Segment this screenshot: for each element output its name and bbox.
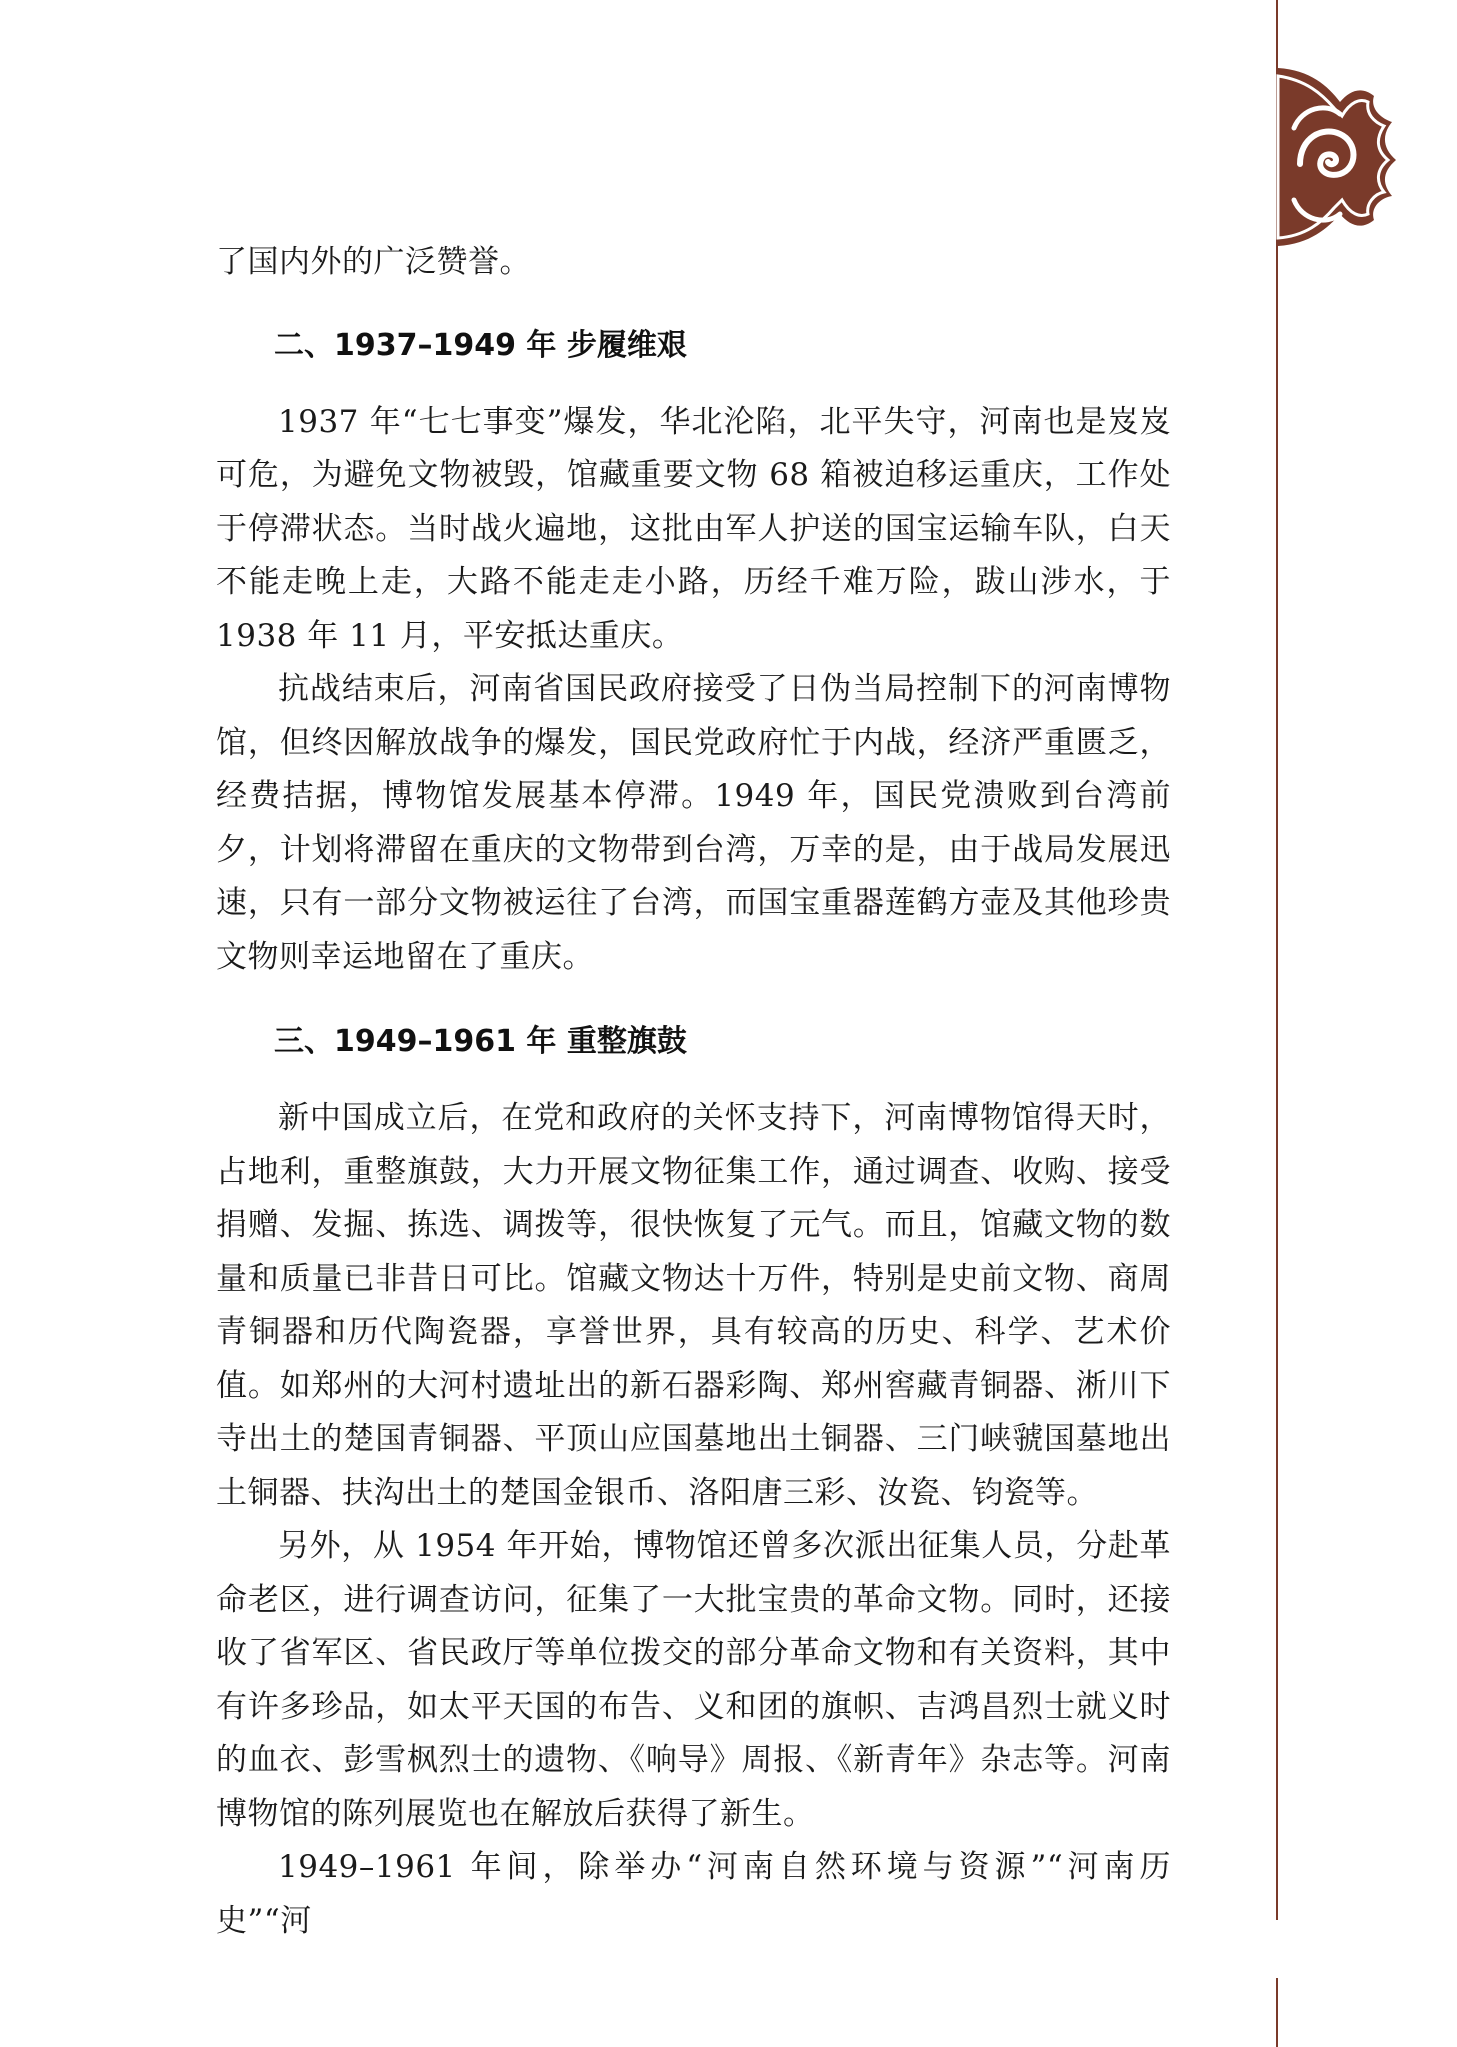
paragraph: 抗战结束后，河南省国民政府接受了日伪当局控制下的河南博物馆，但终因解放战争的爆发，国民党政府忙于内战，经济严重匮乏，经费拮据，博物馆发展基本停滞。1949 年，国民党溃败到台湾前夕，计划将滞留在重庆的文物带到台湾，万幸的是，由于战局发展迅速，只有一部分文物被运往了台湾，而国宝重器莲鹤方壶及其他珍贵文物则幸运地留在了重庆。 (216, 671, 1171, 975)
opening-line: 了国内外的广泛赞誉。 (216, 244, 531, 280)
margin-rule-top (1276, 0, 1278, 1920)
paragraph: 新中国成立后，在党和政府的关怀支持下，河南博物馆得天时，占地利，重整旗鼓，大力开展文物征集工作，通过调查、收购、接受捐赠、发掘、拣选、调拨等，很快恢复了元气。而且，馆藏文物的数量和质量已非昔日可比。馆藏文物达十万件，特别是史前文物、商周青铜器和历代陶瓷器，享誉世界，具有较高的历史、科学、艺术价值。如郑州的大河村遗址出的新石器彩陶、郑州窖藏青铜器、淅川下寺出土的楚国青铜器、平顶山应国墓地出土铜器、三门峡虢国墓地出土铜器、扶沟出土的楚国金银币、洛阳唐三彩、汝瓷、钧瓷等。 (216, 1100, 1171, 1511)
body-text (216, 236, 1171, 1948)
section-heading-1949-1961: 三、1949–1961 年 重整旗鼓 (274, 1024, 687, 1059)
paragraph: 1937 年“七七事变”爆发，华北沦陷，北平失守，河南也是岌岌可危，为避免文物被毁，馆藏重要文物 68 箱被迫移运重庆，工作处于停滞状态。当时战火遍地，这批由军人护送的国宝运输车队，白天不能走晚上走，大路不能走走小路，历经千难万险，跋山涉水，于 1938 年 11 月，平安抵达重庆。 (216, 403, 1171, 654)
margin-rule-bottom (1276, 1978, 1278, 2047)
paragraph: 另外，从 1954 年开始，博物馆还曾多次派出征集人员，分赴革命老区，进行调查访问，征集了一大批宝贵的革命文物。同时，还接收了省军区、省民政厅等单位拨交的部分革命文物和有关资料，其中有许多珍品，如太平天国的布告、义和团的旗帜、吉鸿昌烈士就义时的血衣、彭雪枫烈士的遗物、《响导》周报、《新青年》杂志等。河南博物馆的陈列展览也在解放后获得了新生。 (216, 1528, 1171, 1832)
cloud-scroll-icon (1270, 68, 1400, 246)
paragraph: 1949–1961 年间，除举办“河南自然环境与资源”“河南历史”“河 (216, 1849, 1171, 1939)
section-heading-1937-1949: 二、1937–1949 年 步履维艰 (274, 327, 687, 363)
